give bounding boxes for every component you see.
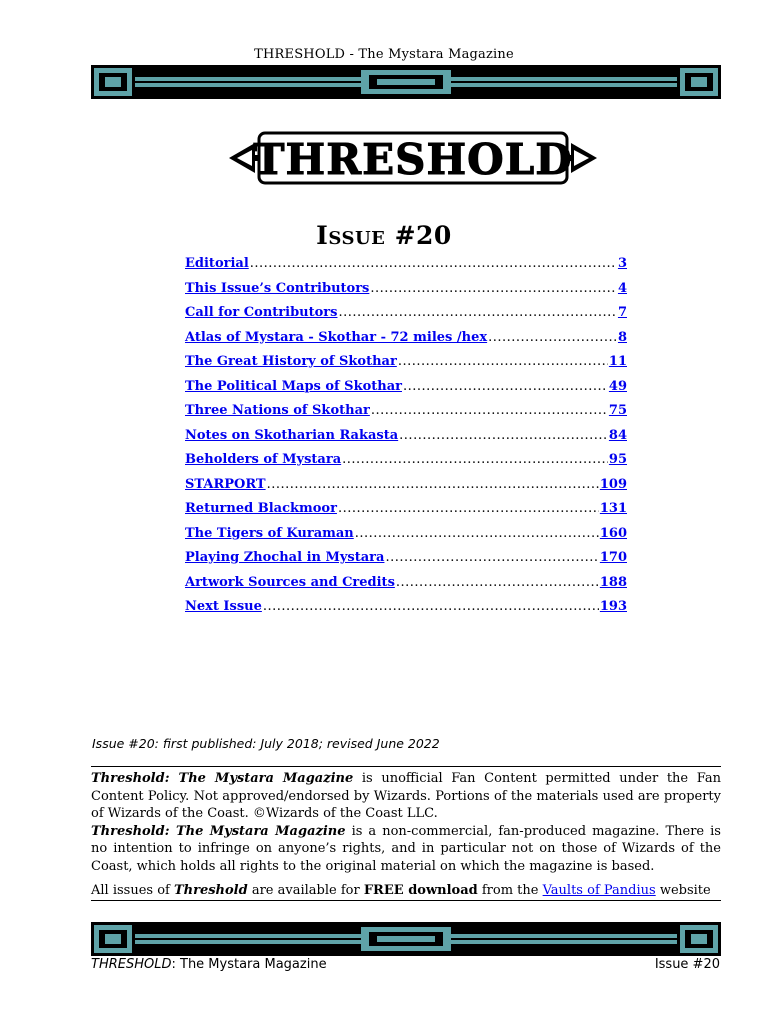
toc-entry-title[interactable]: The Tigers of Kuraman — [185, 525, 354, 541]
legal-notice — [91, 770, 721, 875]
bottom-ornamental-border — [91, 922, 721, 956]
toc-leader-dots — [488, 330, 617, 345]
footer-left — [91, 957, 327, 972]
toc-entry-title[interactable]: Playing Zhochal in Mystara — [185, 550, 385, 565]
legal-paragraph-1 — [91, 770, 721, 823]
footer-subtitle: : The Mystara Magazine — [171, 957, 327, 972]
download-text: All issues of — [91, 883, 174, 898]
toc-entry[interactable] — [185, 330, 627, 355]
publication-note: Issue #20: first published: July 2018; revised June 2022 — [92, 736, 440, 751]
toc-entry-page[interactable]: 95 — [608, 452, 627, 467]
toc-entry-page[interactable]: 109 — [599, 476, 627, 492]
toc-leader-dots — [338, 501, 599, 516]
top-ornamental-border — [91, 65, 721, 99]
toc-entry[interactable] — [185, 403, 627, 428]
toc-entry-title[interactable]: Returned Blackmoor — [185, 501, 337, 516]
toc-leader-dots — [263, 599, 599, 614]
toc-entry[interactable] — [185, 501, 627, 526]
download-magazine-title: Threshold — [173, 883, 248, 898]
footer-magazine-title: THRESHOLD — [91, 957, 172, 972]
toc-leader-dots — [385, 550, 598, 565]
toc-entry-page[interactable]: 49 — [608, 378, 627, 394]
toc-entry-page[interactable]: 75 — [608, 403, 627, 418]
toc-entry-title[interactable]: The Great History of Skothar — [185, 354, 397, 369]
toc-entry-title[interactable]: STARPORT — [185, 476, 266, 492]
toc-entry-title[interactable]: Artwork Sources and Credits — [185, 574, 395, 590]
toc-entry-page[interactable]: 170 — [599, 550, 627, 565]
toc-leader-dots — [396, 575, 599, 590]
toc-entry[interactable] — [185, 281, 627, 306]
toc-entry-title[interactable]: The Political Maps of Skothar — [185, 378, 402, 394]
toc-entry-title[interactable]: Call for Contributors — [185, 305, 338, 320]
divider-bottom — [91, 900, 721, 901]
toc-entry-page[interactable]: 84 — [608, 427, 627, 443]
legal-paragraph-2 — [91, 823, 721, 876]
toc-entry-title[interactable]: Editorial — [185, 256, 249, 271]
toc-entry[interactable] — [185, 477, 627, 502]
toc-entry[interactable] — [185, 379, 627, 404]
toc-entry[interactable] — [185, 550, 627, 575]
issue-title: Issue #20 — [316, 221, 452, 250]
toc-entry-page[interactable]: 8 — [617, 329, 627, 345]
running-header: THRESHOLD - The Mystara Magazine — [254, 47, 514, 62]
legal-magazine-title: Threshold: The Mystara Magazine — [91, 823, 346, 839]
toc-leader-dots — [370, 281, 617, 296]
toc-entry[interactable] — [185, 599, 627, 624]
toc-entry-title[interactable]: This Issue’s Contributors — [185, 280, 370, 296]
toc-leader-dots — [399, 428, 608, 443]
toc-leader-dots — [398, 354, 608, 369]
download-text: from the — [477, 883, 543, 898]
toc-leader-dots — [250, 256, 617, 271]
vaults-of-pandius-link[interactable]: Vaults of Pandius — [542, 883, 656, 898]
threshold-logo — [225, 125, 601, 191]
toc-entry-page[interactable]: 193 — [599, 599, 627, 614]
divider-top — [91, 766, 721, 767]
toc-leader-dots — [355, 526, 599, 541]
toc-entry-title[interactable]: Next Issue — [185, 599, 262, 614]
toc-leader-dots — [267, 477, 599, 492]
toc-entry[interactable] — [185, 354, 627, 379]
toc-entry-page[interactable]: 11 — [608, 354, 627, 369]
download-text: are available for — [247, 883, 364, 898]
toc-entry-page[interactable]: 3 — [617, 256, 627, 271]
toc-entry-page[interactable]: 7 — [617, 305, 627, 320]
toc-entry[interactable] — [185, 428, 627, 453]
toc-entry[interactable] — [185, 526, 627, 551]
table-of-contents — [185, 256, 627, 624]
download-line — [91, 883, 721, 898]
footer-issue-number: Issue #20 — [654, 957, 720, 972]
toc-entry-page[interactable]: 160 — [599, 525, 627, 541]
toc-entry[interactable] — [185, 575, 627, 600]
legal-text: is unofficial Fan Content permitted under the Fan Content Policy. Not approved/endorsed by Wizards. Portions of the materials used are property of Wizards of the Coast. ©Wizards of the Coast LLC. — [91, 771, 721, 821]
logo-text: THRESHOLD — [253, 135, 573, 184]
toc-leader-dots — [338, 305, 616, 320]
toc-leader-dots — [342, 452, 608, 467]
legal-magazine-title: Threshold: The Mystara Magazine — [91, 771, 354, 786]
toc-entry[interactable] — [185, 305, 627, 330]
toc-entry-page[interactable]: 131 — [599, 501, 627, 516]
legal-text: is a non-commercial, fan-produced magazine. There is no intention to infringe on anyone’s rights, and in particular not on those of Wizards of the Coast, which holds all rights to the original material on which the magazine is based. — [91, 823, 721, 874]
toc-leader-dots — [371, 403, 608, 418]
free-download-label: FREE download — [363, 883, 478, 898]
download-text: website — [655, 883, 711, 898]
toc-entry[interactable] — [185, 452, 627, 477]
toc-entry-title[interactable]: Notes on Skotharian Rakasta — [185, 427, 399, 443]
toc-leader-dots — [403, 379, 608, 394]
toc-entry-title[interactable]: Three Nations of Skothar — [185, 403, 370, 418]
toc-entry-page[interactable]: 188 — [599, 574, 627, 590]
toc-entry-title[interactable]: Atlas of Mystara - Skothar - 72 miles /hex — [185, 329, 488, 345]
toc-entry-page[interactable]: 4 — [617, 280, 627, 296]
toc-entry[interactable] — [185, 256, 627, 281]
toc-entry-title[interactable]: Beholders of Mystara — [185, 452, 342, 467]
